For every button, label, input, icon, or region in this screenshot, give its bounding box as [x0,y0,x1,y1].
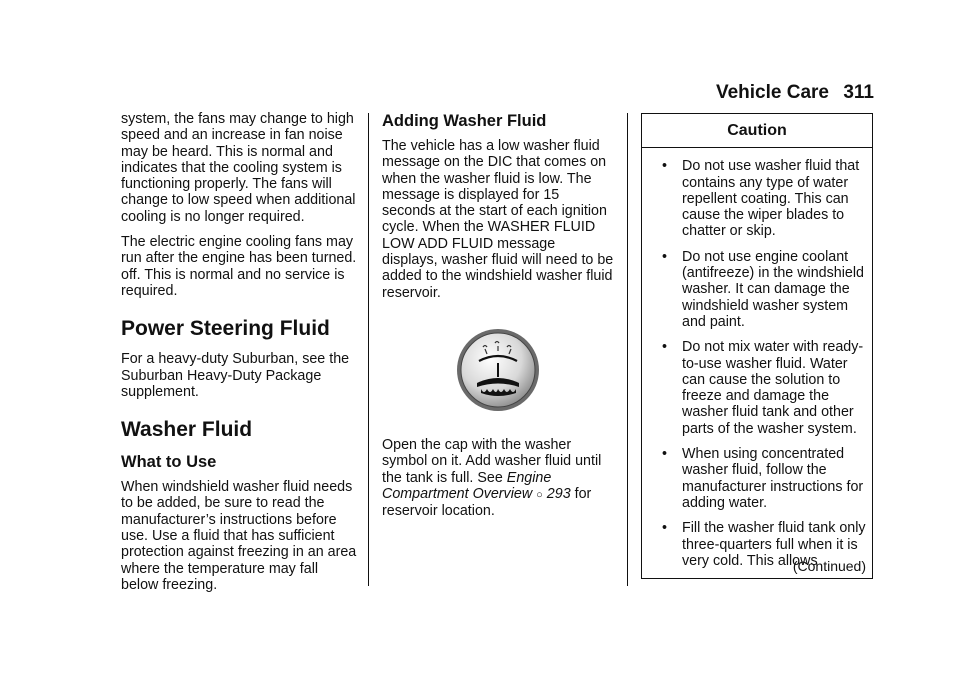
paragraph-what-to-use: When windshield washer fluid needs to be added, be sure to read the manufacturer’s instructions before use. Use a fluid that has sufficient protection against freezing in an area where the temperature may fall below freezing. [121,479,357,593]
bullet-icon: • [662,248,668,265]
paragraph-fans-after: The electric engine cooling fans may run after the engine has been turned. off. This is normal and no service is required. [121,234,357,299]
paragraph-low-washer-message: The vehicle has a low washer fluid message on the DIC that comes on when the washer fluid is low. The message is displayed for 15 seconds at the start of each ignition cycle. When the WASHER FLUID LOW ADD FLUID message displays, washer fluid will need to be added to the windshield washer fluid reservoir. [382,138,614,301]
caution-item-text: Do not use washer fluid that contains any type of water repellent coating. This can cause the wiper blades to chatter or skip. [682,158,860,240]
left-column [121,111,357,602]
column-divider-1 [368,113,369,586]
paragraph-power-steering: For a heavy-duty Suburban, see the Suburban Heavy-Duty Package supplement. [121,351,350,400]
xref-text-pre: Open the cap with the washer symbol on it. Add washer fluid until the tank is full. See [382,436,602,486]
caution-item-text: Fill the washer fluid tank only three-quarters full when it is very cold. This allows [682,520,866,569]
heading-what-to-use: What to Use [121,453,217,472]
bullet-icon: • [662,158,668,175]
caution-item-text: When using concentrated washer fluid, follow the manufacturer instructions for adding water. [682,446,864,511]
caution-box [641,113,873,579]
caution-title: Caution [642,114,872,148]
bullet-icon: • [662,446,668,463]
xref-arrow-icon: ○ [536,488,543,501]
page-number: 311 [843,82,874,103]
heading-washer-fluid: Washer Fluid [121,418,253,442]
caution-item-text: Do not use engine coolant (antifreeze) in the windshield washer. It can damage the windshield washer system and paint. [682,248,864,330]
caution-item [642,158,872,239]
bullet-icon: • [662,339,668,356]
caution-item [642,339,872,437]
paragraph-fans-speed: system, the fans may change to high speed and an increase in fan noise may be heard. This is normal and indicates that the cooling system is functioning properly. The fans will change to low speed when additional cooling is no longer required. [121,111,356,225]
caution-item-text: Do not mix water with ready-to-use washer fluid. Water can cause the solution to freeze and damage the washer fluid tank and other parts of the washer system. [682,339,864,437]
header-title: Vehicle Care [715,82,829,103]
column-divider-2 [627,113,628,586]
continued-label: (Continued) [792,557,866,574]
caution-list [642,158,872,569]
heading-power-steering-fluid: Power Steering Fluid [121,317,330,341]
washer-fluid-symbol-icon [455,327,541,413]
paragraph-open-cap [382,437,614,519]
caution-item [642,249,872,330]
caution-item [642,446,872,511]
middle-column [382,111,614,528]
bullet-icon: • [662,520,668,537]
xref-page-number[interactable]: 293 [546,485,571,502]
heading-adding-washer-fluid: Adding Washer Fluid [382,112,547,130]
xref-engine-compartment-link[interactable]: Engine Compartment Overview [382,469,552,502]
xref-text-post: for reservoir location. [382,485,592,520]
